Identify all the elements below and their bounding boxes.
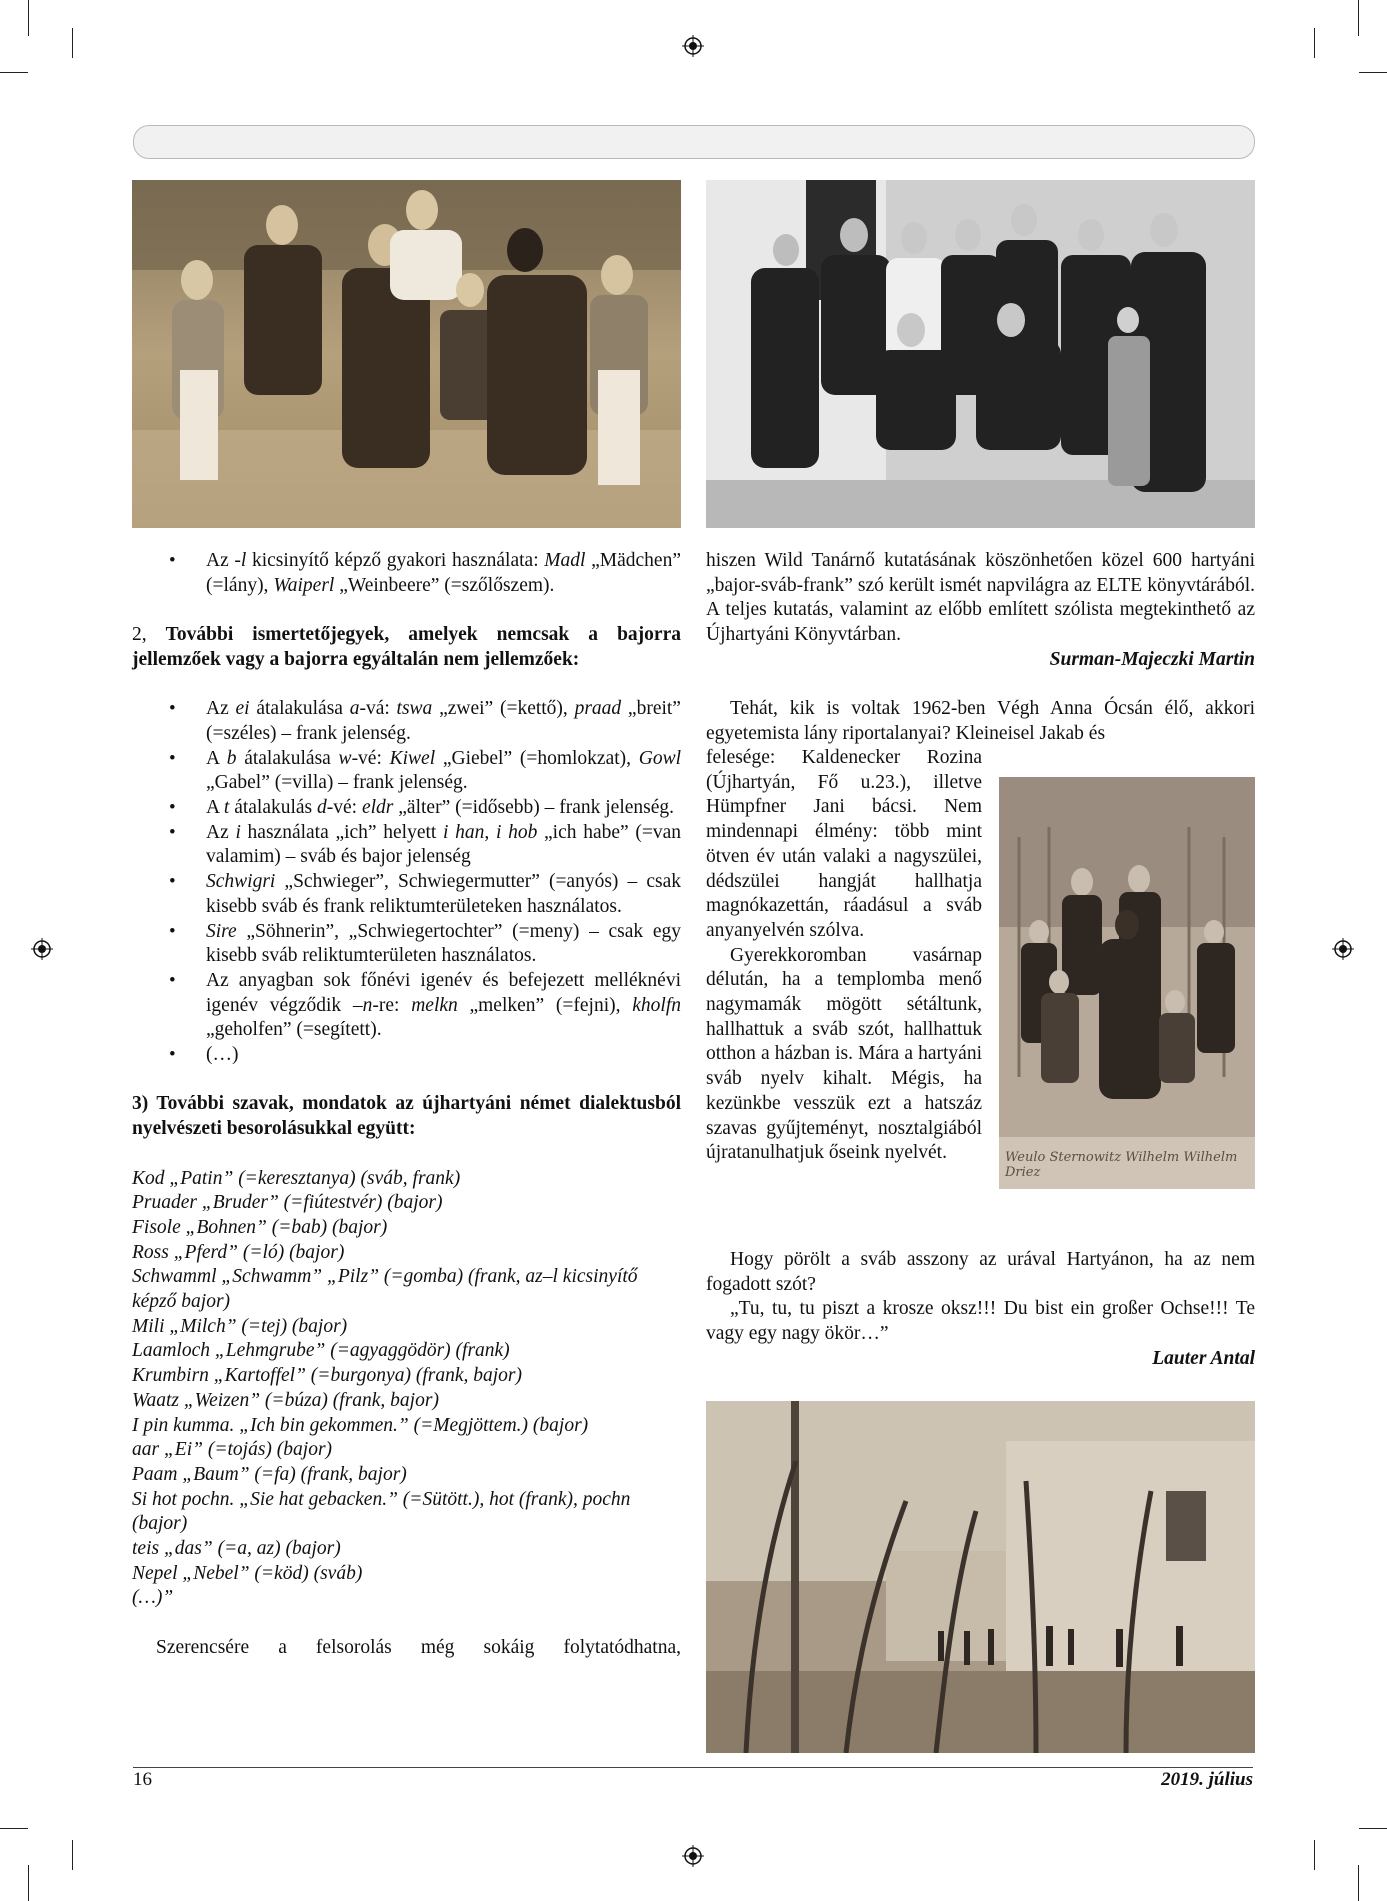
crop-mark [1358, 1865, 1359, 1901]
bullet-list-1 [132, 549, 681, 598]
list-item-text: használata „ich” helyett [240, 821, 444, 843]
vocab-entry: Pruader „Bruder” (=fiútestvér) (bajor) [132, 1192, 443, 1214]
crop-mark [72, 28, 73, 58]
crop-mark [1314, 1840, 1315, 1870]
crop-mark [28, 1865, 29, 1901]
list-item-text: „geholfen” (=segített). [206, 1019, 382, 1041]
crop-mark [1359, 72, 1387, 73]
list-item-text: „Gabel” (=villa) – frank jelenség. [206, 772, 468, 794]
list-item [132, 969, 681, 1043]
paragraph-4-quote: „Tu, tu, tu piszt a krosze oksz!!! Du bist ein großer Ochse!!! Te vagy egy nagy ökör…” [706, 1298, 1255, 1345]
vocab-entry: Si hot pochn. „Sie hat gebacken.” (=Sütött.), hot (frank), pochn (bajor) [132, 1488, 631, 1535]
vocab-entry: Krumbirn „Kartoffel” (=burgonya) (frank, bajor) [132, 1365, 522, 1387]
list-item-text: Az [206, 698, 236, 720]
right-column-top [706, 549, 1255, 747]
paragraph-3: Hogy pörölt a sváb asszony az urával Hartyánon, ha az nem fogadott szót? [706, 1249, 1255, 1295]
street-scene-photo [706, 1401, 1255, 1753]
list-item-text: „zwei” (=kettő), [432, 698, 575, 720]
vocab-entry: Schwamml „Schwamm” „Pilz” (=gomba) (frank, az–l kicsinyítő képző bajor) [132, 1266, 638, 1313]
sepia-family-photo [999, 777, 1255, 1189]
page-number: 16 [133, 1769, 152, 1790]
vocab-entry: Waatz „Weizen” (=búza) (frank, bajor) [132, 1389, 439, 1411]
list-item-text: -vé: [326, 797, 362, 818]
closing-line: Szerencsére a felsorolás még sokáig folytatódhatna, [156, 1636, 681, 1658]
list-item-text: A [206, 747, 227, 769]
list-item [132, 920, 681, 969]
list-item-text: a [349, 698, 360, 720]
list-item-text: Sire [206, 920, 237, 942]
list-item-text: Kiwel [389, 747, 436, 769]
list-item-text: praad [574, 698, 622, 720]
crop-mark [1358, 0, 1359, 36]
right-column-narrow [706, 746, 982, 1166]
list-item-text: „Weinbeere” (=szőlőszem). [334, 574, 555, 596]
issue-date: 2019. július [1161, 1769, 1253, 1790]
list-item-text: t [223, 797, 230, 818]
list-item [132, 870, 681, 919]
list-item-text: A [206, 797, 224, 818]
vocab-entry: Paam „Baum” (=fa) (frank, bajor) [132, 1463, 407, 1485]
list-item-text: átalakulása [249, 698, 350, 720]
list-item-text: -vá: [359, 698, 397, 720]
list-item-text: „Giebel” (=homlokzat), [435, 747, 639, 769]
list-item-text: -l [234, 550, 247, 571]
vocab-entry: Kod „Patin” (=keresztanya) (sváb, frank) [132, 1167, 461, 1189]
list-item-text: d [317, 797, 327, 818]
left-column [132, 549, 681, 1661]
signature-surman: Surman-Majeczki Martin [1049, 648, 1255, 670]
list-item-text: eldr [361, 797, 394, 818]
vocab-entry: Fisole „Bohnen” (=bab) (bajor) [132, 1216, 388, 1238]
list-item-text: „Mädchen” (=lány), [206, 550, 681, 596]
list-item-text: „Söhnerin”, „Schwiegertochter” (=meny) – csak egy kisebb sváb reliktumterületen használatos. [206, 920, 681, 967]
list-item-text: Az anyagban sok főnévi igenév és befejezett melléknévi igenév végződik [206, 969, 681, 1016]
list-item-text: i han, i hob [443, 821, 538, 843]
list-item-text: átalakulás [229, 797, 318, 818]
list-item-text: w [338, 747, 352, 769]
family-portrait-photo [132, 180, 681, 528]
crop-mark [1314, 28, 1315, 58]
list-item-text: melkn [411, 994, 458, 1016]
signature-lauter: Lauter Antal [1152, 1347, 1255, 1369]
continuation-paragraph: hiszen Wild Tanárnő kutatásának köszönhetően közel 600 hartyáni „bajor-sváb-frank” szó került ismét napvilágra az ELTE könyvtárából. A teljes kutatás, valamint az előbb említett szólista megtekinthető az Újhartyáni Könyvtárban. [706, 550, 1255, 646]
crop-mark [72, 1840, 73, 1870]
vocab-entry: Nepel „Nebel” (=köd) (sváb) [132, 1562, 363, 1584]
list-item-text: (…) [206, 1044, 239, 1066]
paragraph-1-narrow: felesége: Kaldenecker Rozina (Újhartyán, Fő u.23.), illetve Hümpfner Jani bácsi. Nem mindennapi élmény: több mint ötven év után valaki a nagyszülei, dédszülei hangját hallhatja magnókazettán, ráadásul a sváb anyanyelvén szólva. [706, 747, 982, 941]
crop-mark [1359, 1828, 1387, 1829]
vocab-entry: teis „das” (=a, az) (bajor) [132, 1538, 341, 1560]
list-item [132, 1043, 681, 1068]
footer-rule [133, 1767, 1253, 1768]
men-group-photo [706, 180, 1255, 528]
list-item-text: „breit” (=széles) – frank jelenség. [206, 698, 681, 744]
list-item-text: „ich habe” (=van valamim) – sváb és bajor jelenség [206, 821, 681, 868]
list-item-text: Waiperl [273, 574, 335, 596]
section-2-heading [132, 623, 681, 672]
list-item-text: –n [352, 994, 373, 1016]
crop-mark [28, 0, 29, 36]
vocab-entry: I pin kumma. „Ich bin gekommen.” (=Megjöttem.) (bajor) [132, 1414, 589, 1436]
list-item-text: Madl [544, 550, 586, 571]
list-item-text: -vé: [351, 747, 390, 769]
heading-text: További ismertetőjegyek, amelyek nemcsak a bajorra jellemzőek vagy a bajorra egyáltalán nem jellemzőek: [132, 624, 681, 670]
vocab-list [132, 1167, 681, 1612]
registration-mark-icon [31, 938, 53, 960]
list-item [132, 549, 681, 598]
heading-text: 2, [132, 624, 166, 646]
list-item-text: -re: [372, 994, 412, 1016]
paragraph-2-narrow: Gyerekkoromban vasárnap délután, ha a templomba menő nagymamák mögött sétáltunk, hallhattuk a sváb szót, hallhattuk otthon a házban is. Mára a hartyáni sváb nyelv kihalt. Mégis, ha kezünkbe vesszük ezt a hatszáz szavas gyűjteményt, nosztalgiából újratanulhatjuk őseink nyelvét. [706, 944, 982, 1164]
right-column-bottom [706, 1248, 1255, 1372]
crop-mark [0, 1828, 28, 1829]
list-item-text: b [226, 747, 237, 769]
registration-mark-icon [1332, 938, 1354, 960]
list-item-text: Schwigri [206, 871, 276, 893]
list-item-text: Az [206, 550, 235, 571]
paragraph-1-intro: Tehát, kik is voltak 1962-ben Végh Anna Ócsán élő, akkori egyetemista lány riportalanyai? Kleineisel Jakab és [706, 698, 1255, 744]
list-item-text: tswa [396, 698, 433, 720]
vocab-entry: Ross „Pferd” (=ló) (bajor) [132, 1241, 345, 1263]
list-item [132, 747, 681, 796]
list-item-text: „älter” (=idősebb) – frank jelenség. [393, 797, 675, 818]
crop-mark [0, 72, 28, 73]
list-item-text: Gowl [638, 747, 682, 769]
list-item [132, 697, 681, 746]
list-item-text: kicsinyítő képző gyakori használata: [246, 550, 545, 571]
list-item [132, 796, 681, 821]
list-item-text: „melken” (=fejni), [457, 994, 633, 1016]
vocab-entry: aar „Ei” (=tojás) (bajor) [132, 1439, 333, 1461]
vocab-entry: (…)” [132, 1587, 174, 1609]
list-item-text: „Schwieger”, Schwiegermutter” (=anyós) – csak kisebb sváb és frank reliktumterületeken használatos. [206, 871, 681, 917]
vocab-entry: Laamloch „Lehmgrube” (=agyaggödör) (frank) [132, 1340, 510, 1362]
list-item [132, 821, 681, 870]
list-item-text: átalakulása [236, 747, 339, 769]
list-item-text: i [235, 821, 241, 843]
registration-mark-icon [682, 35, 704, 57]
vocab-entry: Mili „Milch” (=tej) (bajor) [132, 1315, 348, 1337]
registration-mark-icon [682, 1845, 704, 1867]
header-bar [133, 125, 1255, 159]
bullet-list-2 [132, 697, 681, 1068]
photo-handwritten-inscription: Weulo Sternowitz Wilhelm Wilhelm Driez [1005, 1150, 1238, 1180]
section-3-heading: 3) További szavak, mondatok az újhartyáni német dialektusból nyelvészeti besorolásukkal együtt: [132, 1093, 681, 1140]
list-item-text: Az [206, 821, 236, 843]
list-item-text: kholfn [632, 994, 681, 1016]
list-item-text: ei [235, 698, 250, 720]
